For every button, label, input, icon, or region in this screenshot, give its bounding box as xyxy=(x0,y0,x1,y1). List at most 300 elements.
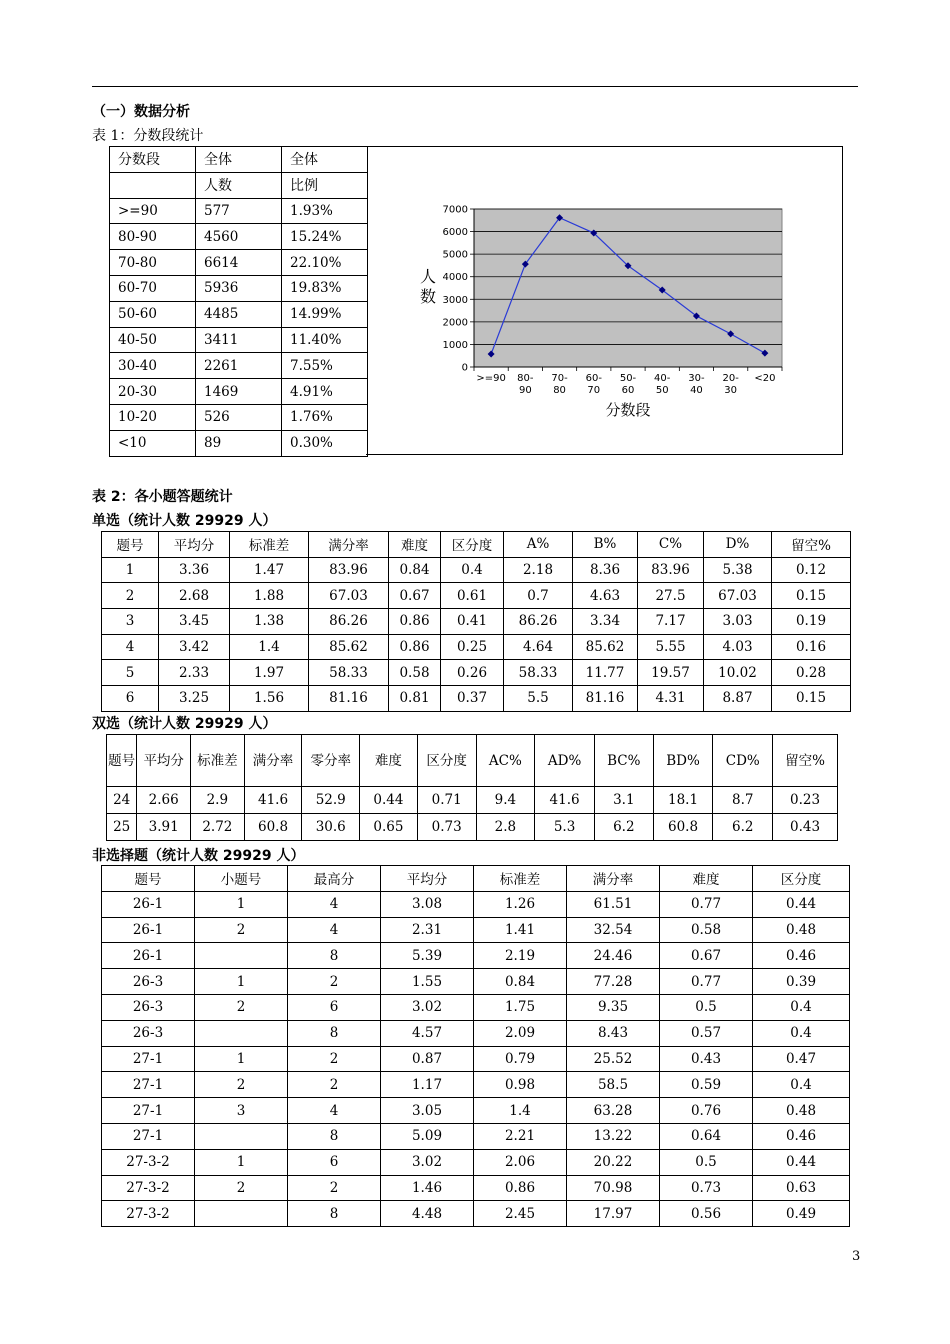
x-tick-label: 30- xyxy=(688,373,705,384)
score-band-row xyxy=(110,327,368,353)
double-choice-cell: 3.91 xyxy=(137,814,191,841)
y-tick-label: 3000 xyxy=(442,294,468,306)
nonchoice-cell: 0.67 xyxy=(660,943,753,969)
nonchoice-cell: 0.73 xyxy=(660,1175,753,1201)
double-choice-cell: 2.9 xyxy=(191,787,245,814)
nonchoice-cell: 27-3-2 xyxy=(102,1175,195,1201)
nonchoice-cell: 2 xyxy=(195,994,288,1020)
nonchoice-cell: 8 xyxy=(288,943,381,969)
nonchoice-row xyxy=(102,1149,850,1175)
nonchoice-cell: 0.98 xyxy=(474,1072,567,1098)
single-choice-cell: 0.19 xyxy=(772,609,851,635)
single-choice-cell: 1.56 xyxy=(230,686,309,712)
single-choice-cell: 1.47 xyxy=(230,557,309,583)
score-band-cell: >=90 xyxy=(110,198,196,224)
score-band-cell: 0.30% xyxy=(282,430,368,456)
nonchoice-cell: 0.5 xyxy=(660,1149,753,1175)
double-choice-cell: 8.7 xyxy=(713,787,773,814)
single-choice-cell: 83.96 xyxy=(638,557,704,583)
x-tick-label: 60- xyxy=(585,373,602,384)
nonchoice-cell: 0.48 xyxy=(753,1098,850,1124)
score-band-cell: 15.24% xyxy=(282,224,368,250)
nonchoice-cell: 0.44 xyxy=(753,1149,850,1175)
single-choice-cell: 3.45 xyxy=(159,609,230,635)
nonchoice-cell: 2 xyxy=(195,917,288,943)
nonchoice-cell: 1.17 xyxy=(381,1072,474,1098)
double-choice-title: 双选（统计人数 29929 人） xyxy=(92,716,277,732)
score-band-cell: 80-90 xyxy=(110,224,196,250)
single-choice-cell: 1.88 xyxy=(230,583,309,609)
nonchoice-cell: 3 xyxy=(195,1098,288,1124)
single-choice-header-cell: A% xyxy=(504,532,573,558)
nonchoice-cell xyxy=(195,1123,288,1149)
nonchoice-cell: 1.26 xyxy=(474,891,567,917)
nonchoice-header-cell: 标准差 xyxy=(474,866,567,892)
y-tick-label: 0 xyxy=(461,362,468,374)
score-band-cell: 4485 xyxy=(196,301,282,327)
nonchoice-cell: 0.39 xyxy=(753,969,850,995)
single-choice-cell: 5.38 xyxy=(704,557,772,583)
double-choice-cell: 60.8 xyxy=(653,814,713,841)
single-choice-header-cell: 题号 xyxy=(102,532,159,558)
double-choice-cell: 18.1 xyxy=(653,787,713,814)
nonchoice-cell: 8 xyxy=(288,1201,381,1227)
nonchoice-cell: 3.02 xyxy=(381,994,474,1020)
nonchoice-cell: 4.57 xyxy=(381,1020,474,1046)
single-choice-cell: 0.12 xyxy=(772,557,851,583)
nonchoice-table xyxy=(101,865,850,1227)
nonchoice-cell: 2 xyxy=(288,1175,381,1201)
nonchoice-cell: 63.28 xyxy=(567,1098,660,1124)
single-choice-cell: 3.25 xyxy=(159,686,230,712)
nonchoice-header-row xyxy=(102,866,850,892)
single-choice-row xyxy=(102,609,851,635)
score-band-row xyxy=(110,250,368,276)
y-tick-label: 5000 xyxy=(442,249,468,261)
double-choice-header-cell: 零分率 xyxy=(302,735,360,787)
single-choice-cell: 4 xyxy=(102,634,159,660)
y-tick-label: 1000 xyxy=(442,339,468,351)
double-choice-cell: 52.9 xyxy=(302,787,360,814)
x-tick-label: 40 xyxy=(690,385,703,396)
y-tick-label: 7000 xyxy=(442,204,468,216)
double-choice-cell: 0.65 xyxy=(360,814,418,841)
x-tick-label: 90 xyxy=(518,385,532,396)
double-choice-header-cell: 满分率 xyxy=(244,735,302,787)
nonchoice-cell: 77.28 xyxy=(567,969,660,995)
double-choice-cell: 0.23 xyxy=(773,787,838,814)
single-choice-cell: 0.86 xyxy=(389,634,441,660)
single-choice-header-row xyxy=(102,532,851,558)
double-choice-cell: 2.72 xyxy=(191,814,245,841)
nonchoice-cell: 0.56 xyxy=(660,1201,753,1227)
nonchoice-row xyxy=(102,1123,850,1149)
nonchoice-cell: 17.97 xyxy=(567,1201,660,1227)
nonchoice-header-cell: 小题号 xyxy=(195,866,288,892)
nonchoice-cell: 26-1 xyxy=(102,943,195,969)
single-choice-cell: 10.02 xyxy=(704,660,772,686)
double-choice-cell: 6.2 xyxy=(594,814,653,841)
nonchoice-cell: 58.5 xyxy=(567,1072,660,1098)
single-choice-cell: 0.16 xyxy=(772,634,851,660)
double-choice-cell: 0.44 xyxy=(360,787,418,814)
double-choice-cell: 30.6 xyxy=(302,814,360,841)
single-choice-cell: 4.31 xyxy=(638,686,704,712)
nonchoice-cell: 27-1 xyxy=(102,1072,195,1098)
score-band-cell: 50-60 xyxy=(110,301,196,327)
nonchoice-cell: 27-1 xyxy=(102,1123,195,1149)
nonchoice-cell: 26-3 xyxy=(102,994,195,1020)
single-choice-cell: 0.15 xyxy=(772,686,851,712)
single-choice-cell: 11.77 xyxy=(573,660,638,686)
nonchoice-cell: 0.63 xyxy=(753,1175,850,1201)
single-choice-row xyxy=(102,686,851,712)
nonchoice-cell: 2 xyxy=(288,1046,381,1072)
single-choice-header-cell: D% xyxy=(704,532,772,558)
nonchoice-cell: 1.4 xyxy=(474,1098,567,1124)
double-choice-header-cell: 留空% xyxy=(773,735,838,787)
score-band-cell: <10 xyxy=(110,430,196,456)
score-band-row xyxy=(110,404,368,430)
double-choice-table xyxy=(106,734,838,841)
nonchoice-cell: 0.77 xyxy=(660,969,753,995)
nonchoice-row xyxy=(102,969,850,995)
score-band-header-cell: 分数段 xyxy=(110,147,196,173)
chart-frame xyxy=(366,146,843,455)
single-choice-header-cell: 难度 xyxy=(389,532,441,558)
nonchoice-cell: 1.55 xyxy=(381,969,474,995)
single-choice-row xyxy=(102,557,851,583)
single-choice-cell: 67.03 xyxy=(704,583,772,609)
single-choice-cell: 4.03 xyxy=(704,634,772,660)
x-axis-label: 分数段 xyxy=(605,401,651,419)
score-band-cell: 14.99% xyxy=(282,301,368,327)
score-distribution-chart xyxy=(366,147,842,455)
single-choice-cell: 0.4 xyxy=(441,557,504,583)
double-choice-cell: 9.4 xyxy=(476,787,535,814)
single-choice-header-cell: B% xyxy=(573,532,638,558)
single-choice-cell: 0.41 xyxy=(441,609,504,635)
y-axis-label: 人 xyxy=(419,267,437,286)
nonchoice-cell: 0.4 xyxy=(753,994,850,1020)
nonchoice-cell: 70.98 xyxy=(567,1175,660,1201)
single-choice-table xyxy=(101,531,851,712)
score-band-cell: 89 xyxy=(196,430,282,456)
nonchoice-cell: 1 xyxy=(195,1046,288,1072)
score-band-row xyxy=(110,353,368,379)
double-choice-header-cell: 标准差 xyxy=(191,735,245,787)
score-band-header-cell: 人数 xyxy=(196,172,282,198)
nonchoice-cell xyxy=(195,1201,288,1227)
x-tick-label: 70 xyxy=(587,385,601,396)
single-choice-cell: 0.37 xyxy=(441,686,504,712)
nonchoice-cell: 0.43 xyxy=(660,1046,753,1072)
nonchoice-cell: 26-1 xyxy=(102,917,195,943)
single-choice-cell: 8.36 xyxy=(573,557,638,583)
score-band-cell: 40-50 xyxy=(110,327,196,353)
nonchoice-cell: 3.08 xyxy=(381,891,474,917)
score-band-row xyxy=(110,430,368,456)
single-choice-cell: 4.63 xyxy=(573,583,638,609)
single-choice-cell: 0.84 xyxy=(389,557,441,583)
nonchoice-row xyxy=(102,994,850,1020)
double-choice-header-cell: 平均分 xyxy=(137,735,191,787)
single-choice-cell: 58.33 xyxy=(504,660,573,686)
single-choice-cell: 4.64 xyxy=(504,634,573,660)
nonchoice-cell: 9.35 xyxy=(567,994,660,1020)
x-tick-label: >=90 xyxy=(476,373,506,384)
nonchoice-cell: 0.4 xyxy=(753,1072,850,1098)
score-band-header-cell: 比例 xyxy=(282,172,368,198)
nonchoice-cell: 0.46 xyxy=(753,1123,850,1149)
single-choice-cell: 67.03 xyxy=(309,583,389,609)
double-choice-cell: 2.8 xyxy=(476,814,535,841)
nonchoice-cell: 0.79 xyxy=(474,1046,567,1072)
nonchoice-cell: 26-3 xyxy=(102,969,195,995)
double-choice-header-cell: 难度 xyxy=(360,735,418,787)
single-choice-cell: 19.57 xyxy=(638,660,704,686)
score-band-cell: 3411 xyxy=(196,327,282,353)
double-choice-cell: 3.1 xyxy=(594,787,653,814)
score-band-cell: 7.55% xyxy=(282,353,368,379)
double-choice-cell: 0.71 xyxy=(417,787,476,814)
nonchoice-cell: 3.02 xyxy=(381,1149,474,1175)
single-choice-cell: 83.96 xyxy=(309,557,389,583)
single-choice-cell: 1.38 xyxy=(230,609,309,635)
nonchoice-cell: 4 xyxy=(288,1098,381,1124)
nonchoice-cell: 27-3-2 xyxy=(102,1201,195,1227)
nonchoice-cell: 25.52 xyxy=(567,1046,660,1072)
score-band-cell: 70-80 xyxy=(110,250,196,276)
single-choice-cell: 3.42 xyxy=(159,634,230,660)
single-choice-cell: 0.81 xyxy=(389,686,441,712)
nonchoice-cell: 61.51 xyxy=(567,891,660,917)
single-choice-cell: 81.16 xyxy=(309,686,389,712)
single-choice-cell: 3.36 xyxy=(159,557,230,583)
header-rule xyxy=(92,86,858,87)
nonchoice-cell: 2.45 xyxy=(474,1201,567,1227)
nonchoice-row xyxy=(102,1020,850,1046)
double-choice-cell: 41.6 xyxy=(535,787,595,814)
nonchoice-cell: 0.5 xyxy=(660,994,753,1020)
y-axis-label: 数 xyxy=(419,287,437,306)
single-choice-cell: 5.55 xyxy=(638,634,704,660)
nonchoice-row xyxy=(102,917,850,943)
nonchoice-cell: 27-1 xyxy=(102,1098,195,1124)
nonchoice-cell: 8 xyxy=(288,1123,381,1149)
nonchoice-cell: 32.54 xyxy=(567,917,660,943)
x-tick-label: 70- xyxy=(551,373,568,384)
single-choice-row xyxy=(102,583,851,609)
score-band-cell: 4.91% xyxy=(282,379,368,405)
score-band-cell: 2261 xyxy=(196,353,282,379)
score-band-header-cell: 全体 xyxy=(196,147,282,173)
score-band-cell: 4560 xyxy=(196,224,282,250)
single-choice-cell: 5.5 xyxy=(504,686,573,712)
nonchoice-header-cell: 区分度 xyxy=(753,866,850,892)
nonchoice-cell: 0.4 xyxy=(753,1020,850,1046)
single-choice-cell: 86.26 xyxy=(504,609,573,635)
single-choice-cell: 1 xyxy=(102,557,159,583)
nonchoice-cell: 2.19 xyxy=(474,943,567,969)
score-band-cell: 1.76% xyxy=(282,404,368,430)
single-choice-cell: 0.15 xyxy=(772,583,851,609)
score-band-header-row xyxy=(110,172,368,198)
nonchoice-cell: 2 xyxy=(195,1072,288,1098)
x-tick-label: 30 xyxy=(724,385,738,396)
single-choice-header-cell: 标准差 xyxy=(230,532,309,558)
single-choice-cell: 85.62 xyxy=(309,634,389,660)
single-choice-cell: 3.34 xyxy=(573,609,638,635)
nonchoice-cell: 2.09 xyxy=(474,1020,567,1046)
single-choice-header-cell: 平均分 xyxy=(159,532,230,558)
score-band-cell: 19.83% xyxy=(282,275,368,301)
single-choice-row xyxy=(102,660,851,686)
x-tick-label: 80 xyxy=(553,385,566,396)
nonchoice-cell: 6 xyxy=(288,994,381,1020)
double-choice-header-cell: 题号 xyxy=(107,735,137,787)
double-choice-header-cell: CD% xyxy=(713,735,773,787)
nonchoice-cell: 27-1 xyxy=(102,1046,195,1072)
nonchoice-cell: 13.22 xyxy=(567,1123,660,1149)
y-tick-label: 2000 xyxy=(442,317,468,329)
double-choice-cell: 2.66 xyxy=(137,787,191,814)
nonchoice-row xyxy=(102,943,850,969)
nonchoice-header-cell: 平均分 xyxy=(381,866,474,892)
nonchoice-cell: 0.48 xyxy=(753,917,850,943)
nonchoice-cell: 0.84 xyxy=(474,969,567,995)
nonchoice-cell: 0.47 xyxy=(753,1046,850,1072)
score-band-cell: 11.40% xyxy=(282,327,368,353)
table1-caption: 表 1：分数段统计 xyxy=(92,128,204,144)
nonchoice-row xyxy=(102,1046,850,1072)
single-choice-cell: 7.17 xyxy=(638,609,704,635)
single-choice-cell: 3.03 xyxy=(704,609,772,635)
double-choice-header-cell: BC% xyxy=(594,735,653,787)
score-band-header-cell: 全体 xyxy=(282,147,368,173)
nonchoice-cell: 1 xyxy=(195,1149,288,1175)
single-choice-cell: 58.33 xyxy=(309,660,389,686)
double-choice-cell: 0.43 xyxy=(773,814,838,841)
single-choice-cell: 2.33 xyxy=(159,660,230,686)
double-choice-header-cell: BD% xyxy=(653,735,713,787)
double-choice-header-cell: 区分度 xyxy=(417,735,476,787)
single-choice-cell: 0.26 xyxy=(441,660,504,686)
nonchoice-cell: 0.59 xyxy=(660,1072,753,1098)
single-choice-cell: 0.28 xyxy=(772,660,851,686)
single-choice-header-cell: 区分度 xyxy=(441,532,504,558)
single-choice-cell: 0.25 xyxy=(441,634,504,660)
double-choice-header-row xyxy=(107,735,838,787)
single-choice-cell: 0.61 xyxy=(441,583,504,609)
nonchoice-header-cell: 题号 xyxy=(102,866,195,892)
plot-area xyxy=(474,209,782,367)
single-choice-cell: 6 xyxy=(102,686,159,712)
nonchoice-header-cell: 最高分 xyxy=(288,866,381,892)
nonchoice-cell: 2.06 xyxy=(474,1149,567,1175)
nonchoice-cell: 3.05 xyxy=(381,1098,474,1124)
nonchoice-cell: 8 xyxy=(288,1020,381,1046)
single-choice-cell: 85.62 xyxy=(573,634,638,660)
nonchoice-cell xyxy=(195,943,288,969)
nonchoice-cell: 1.41 xyxy=(474,917,567,943)
nonchoice-cell: 4 xyxy=(288,891,381,917)
nonchoice-cell: 1 xyxy=(195,891,288,917)
nonchoice-cell: 0.77 xyxy=(660,891,753,917)
x-tick-label: 20- xyxy=(722,373,739,384)
nonchoice-row xyxy=(102,1201,850,1227)
nonchoice-cell: 2.21 xyxy=(474,1123,567,1149)
score-band-row xyxy=(110,301,368,327)
x-tick-label: <20 xyxy=(754,373,776,384)
y-tick-label: 6000 xyxy=(442,227,468,239)
score-band-cell: 1469 xyxy=(196,379,282,405)
x-tick-label: 50- xyxy=(619,373,637,384)
double-choice-row xyxy=(107,814,838,841)
double-choice-header-cell: AD% xyxy=(535,735,595,787)
score-band-row xyxy=(110,224,368,250)
nonchoice-row xyxy=(102,891,850,917)
score-band-cell: 6614 xyxy=(196,250,282,276)
nonchoice-cell: 0.46 xyxy=(753,943,850,969)
nonchoice-cell: 24.46 xyxy=(567,943,660,969)
nonchoice-cell: 0.86 xyxy=(474,1175,567,1201)
nonchoice-cell: 20.22 xyxy=(567,1149,660,1175)
nonchoice-cell: 26-1 xyxy=(102,891,195,917)
nonchoice-cell: 0.58 xyxy=(660,917,753,943)
y-tick-label: 4000 xyxy=(442,272,468,284)
score-band-row xyxy=(110,379,368,405)
nonchoice-cell: 5.39 xyxy=(381,943,474,969)
single-choice-cell: 2.68 xyxy=(159,583,230,609)
x-tick-label: 80- xyxy=(517,373,534,384)
single-choice-cell: 3 xyxy=(102,609,159,635)
single-choice-cell: 0.67 xyxy=(389,583,441,609)
double-choice-cell: 24 xyxy=(107,787,137,814)
nonchoice-row xyxy=(102,1072,850,1098)
single-choice-title: 单选（统计人数 29929 人） xyxy=(92,513,277,529)
single-choice-cell: 0.86 xyxy=(389,609,441,635)
single-choice-cell: 2.18 xyxy=(504,557,573,583)
single-choice-header-cell: 满分率 xyxy=(309,532,389,558)
double-choice-row xyxy=(107,787,838,814)
double-choice-cell: 41.6 xyxy=(244,787,302,814)
single-choice-cell: 2 xyxy=(102,583,159,609)
score-band-cell: 22.10% xyxy=(282,250,368,276)
score-band-cell: 10-20 xyxy=(110,404,196,430)
double-choice-cell: 60.8 xyxy=(244,814,302,841)
page-number: 3 xyxy=(852,1249,861,1264)
score-band-cell: 60-70 xyxy=(110,275,196,301)
nonchoice-cell: 0.76 xyxy=(660,1098,753,1124)
single-choice-cell: 81.16 xyxy=(573,686,638,712)
nonchoice-cell: 1.75 xyxy=(474,994,567,1020)
single-choice-cell: 1.4 xyxy=(230,634,309,660)
nonchoice-cell: 6 xyxy=(288,1149,381,1175)
nonchoice-cell: 26-3 xyxy=(102,1020,195,1046)
score-band-cell: 526 xyxy=(196,404,282,430)
nonchoice-title: 非选择题（统计人数 29929 人） xyxy=(92,848,305,864)
single-choice-cell: 0.58 xyxy=(389,660,441,686)
nonchoice-header-cell: 满分率 xyxy=(567,866,660,892)
score-band-row xyxy=(110,275,368,301)
nonchoice-cell: 0.87 xyxy=(381,1046,474,1072)
x-tick-label: 40- xyxy=(654,373,671,384)
single-choice-cell: 0.7 xyxy=(504,583,573,609)
nonchoice-cell xyxy=(195,1020,288,1046)
single-choice-header-cell: 留空% xyxy=(772,532,851,558)
double-choice-cell: 25 xyxy=(107,814,137,841)
